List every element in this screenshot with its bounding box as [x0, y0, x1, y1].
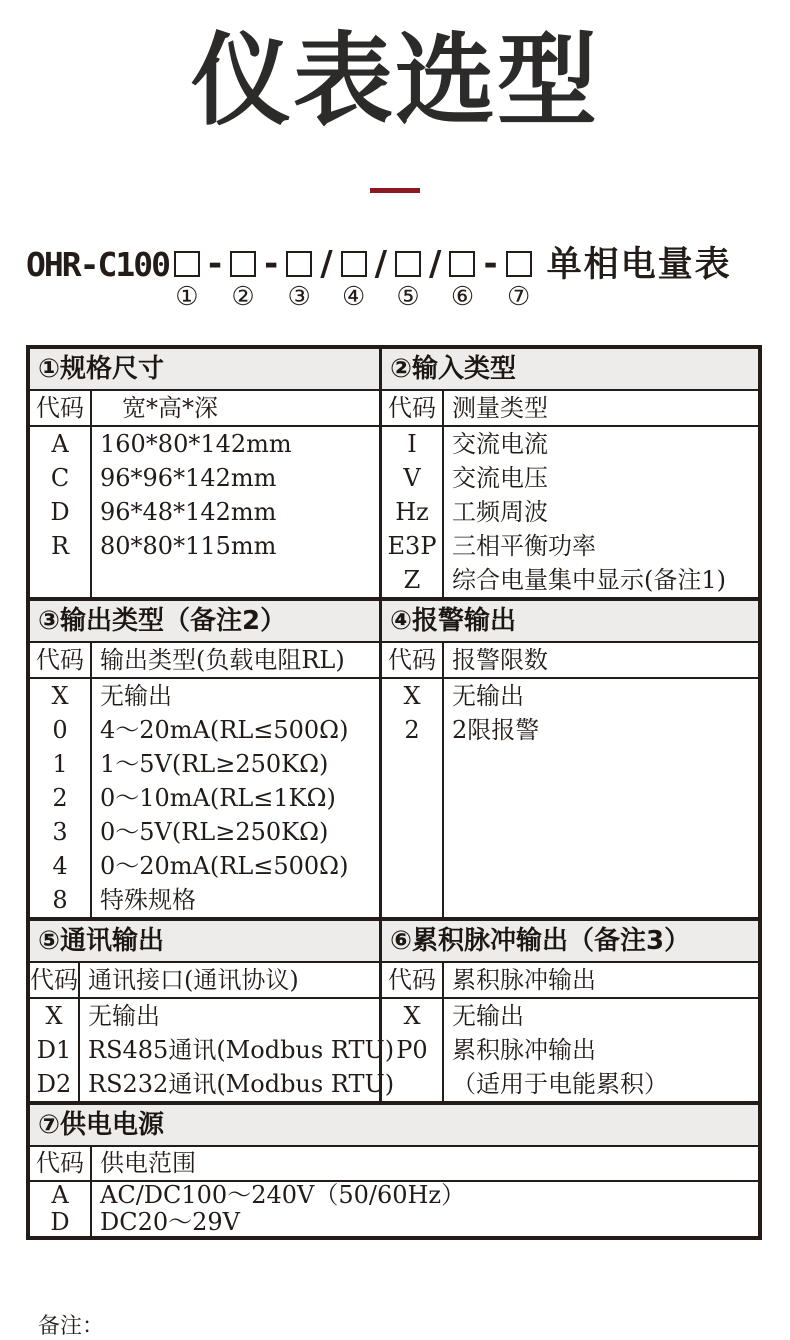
position-marker: ⑥ [450, 282, 475, 312]
code-cell: E3P [387, 532, 437, 560]
desc-cell: 2限报警 [452, 716, 540, 744]
table-band-4 [30, 1101, 758, 1236]
model-box [174, 251, 200, 277]
col-header-desc: 累积脉冲输出 [444, 963, 758, 999]
section-output-type [30, 601, 382, 917]
page [0, 22, 790, 1339]
table-band-2 [30, 597, 758, 917]
table-band-3 [30, 917, 758, 1101]
code-cell: A [51, 430, 69, 458]
code-cell: X [403, 682, 421, 710]
code-cell: X [45, 1002, 63, 1030]
desc-cell: 160*80*142mm [100, 430, 292, 458]
section-alarm-output [382, 601, 758, 917]
col-header-code: 代码 [30, 963, 78, 999]
model-box [230, 251, 256, 277]
model-position-5 [395, 249, 421, 311]
model-separator: / [429, 244, 442, 284]
desc-cell: 0～10mA(RL≤1KΩ) [100, 784, 336, 812]
desc-cell: 4～20mA(RL≤500Ω) [100, 716, 349, 744]
code-cell: 0 [52, 716, 68, 744]
model-position-3 [286, 249, 312, 311]
model-separator: - [264, 244, 279, 284]
col-header-desc: 供电范围 [92, 1147, 758, 1182]
desc-cell: 无输出 [452, 1002, 524, 1030]
desc-cell: 三相平衡功率 [452, 532, 596, 560]
col-header-desc: 通讯接口(通讯协议) [80, 963, 394, 999]
desc-cell: 96*96*142mm [100, 464, 277, 492]
table-band-1 [30, 349, 758, 597]
model-box [506, 251, 532, 277]
section-comm-output [30, 921, 395, 1101]
model-box [395, 251, 421, 277]
code-cell: D [50, 1208, 70, 1236]
code-cell: Z [403, 566, 421, 594]
desc-cell: 特殊规格 [100, 886, 196, 914]
page-title: 仪表选型 [191, 22, 599, 139]
code-cell: P0 [396, 1036, 428, 1064]
model-prefix: OHR-C100 [26, 245, 169, 284]
code-cell: X [51, 682, 69, 710]
col-header-code: 代码 [30, 1147, 90, 1182]
desc-cell: 无输出 [100, 682, 172, 710]
desc-cell: 工频周波 [452, 498, 548, 526]
section-input-type [382, 349, 758, 597]
code-cell: D1 [36, 1036, 72, 1064]
code-cell: D [50, 498, 70, 526]
desc-cell: 交流电压 [452, 464, 548, 492]
position-marker: ② [231, 282, 255, 312]
col-header-desc: 测量类型 [444, 391, 758, 427]
desc-cell: 累积脉冲输出 [452, 1036, 596, 1064]
col-header-code: 代码 [382, 963, 442, 999]
code-cell: Hz [395, 498, 429, 526]
model-separator: - [207, 244, 223, 284]
desc-cell: AC/DC100～240V（50/60Hz） [100, 1181, 466, 1209]
col-header-desc: 报警限数 [444, 643, 758, 679]
desc-cell: DC20～29V [100, 1208, 241, 1236]
code-cell: I [407, 430, 417, 458]
model-position-4 [341, 249, 367, 311]
desc-cell: 96*48*142mm [100, 498, 277, 526]
code-cell: 2 [404, 716, 420, 744]
model-box [286, 251, 312, 277]
code-cell: 8 [52, 886, 68, 914]
model-code-line [26, 244, 790, 312]
model-separator: / [320, 244, 333, 284]
model-position-1 [174, 249, 200, 311]
code-cell: 4 [52, 852, 68, 880]
position-marker: ③ [287, 282, 311, 312]
desc-cell: 无输出 [88, 1002, 160, 1030]
code-cell: D2 [36, 1070, 72, 1098]
section-title: ⑤通讯输出 [30, 921, 379, 963]
section-title: ③输出类型（备注2） [30, 601, 379, 643]
model-separator: - [483, 244, 498, 284]
desc-cell: 0～5V(RL≥250KΩ) [100, 818, 329, 846]
desc-cell: 综合电量集中显示(备注1) [452, 566, 726, 594]
col-header-desc: 输出类型(负载电阻RL) [92, 643, 379, 679]
selection-table [26, 345, 762, 1240]
model-box [341, 251, 367, 277]
col-header-code: 代码 [382, 391, 442, 427]
position-marker: ⑦ [506, 282, 531, 312]
section-title: ⑦供电电源 [30, 1105, 758, 1147]
accent-divider [370, 188, 420, 193]
section-spec-size [30, 349, 382, 597]
model-separator: / [374, 244, 388, 284]
section-power-supply [30, 1105, 758, 1236]
desc-cell: （适用于电能累积） [452, 1070, 668, 1098]
code-cell: R [50, 532, 70, 560]
model-position-7 [506, 249, 532, 311]
code-cell [382, 1067, 442, 1101]
code-cell: V [403, 464, 421, 492]
model-suffix: 单相电量表 [546, 245, 732, 285]
code-cell: X [403, 1002, 421, 1030]
position-marker: ⑤ [396, 282, 420, 312]
desc-cell: 无输出 [452, 682, 524, 710]
section-title: ①规格尺寸 [30, 349, 379, 391]
section-pulse-output [382, 921, 758, 1101]
code-cell: A [51, 1181, 69, 1209]
section-title: ②输入类型 [382, 349, 758, 391]
position-marker: ④ [341, 282, 366, 312]
desc-cell: 1～5V(RL≥250KΩ) [100, 750, 329, 778]
model-box [449, 251, 475, 277]
col-header-code: 代码 [30, 391, 90, 427]
section-title: ④报警输出 [382, 601, 758, 643]
model-position-6 [449, 249, 475, 311]
position-marker: ① [175, 282, 199, 312]
desc-cell: RS485通讯(Modbus RTU) [88, 1036, 395, 1064]
col-header-code: 代码 [382, 643, 442, 679]
code-cell: 2 [52, 784, 68, 812]
section-title: ⑥累积脉冲输出（备注3） [382, 921, 758, 963]
code-cell: C [50, 464, 70, 492]
desc-cell: 交流电流 [452, 430, 548, 458]
desc-cell: 80*80*115mm [100, 532, 277, 560]
desc-cell: 0～20mA(RL≤500Ω) [100, 852, 349, 880]
notes-cutoff-text: 备注： [38, 1314, 105, 1339]
code-cell: 1 [52, 750, 68, 778]
code-cell: 3 [52, 818, 68, 846]
desc-cell: RS232通讯(Modbus RTU) [88, 1070, 395, 1098]
model-position-2 [230, 249, 256, 311]
col-header-code: 代码 [30, 643, 90, 679]
col-header-desc: 宽*高*深 [92, 391, 379, 427]
